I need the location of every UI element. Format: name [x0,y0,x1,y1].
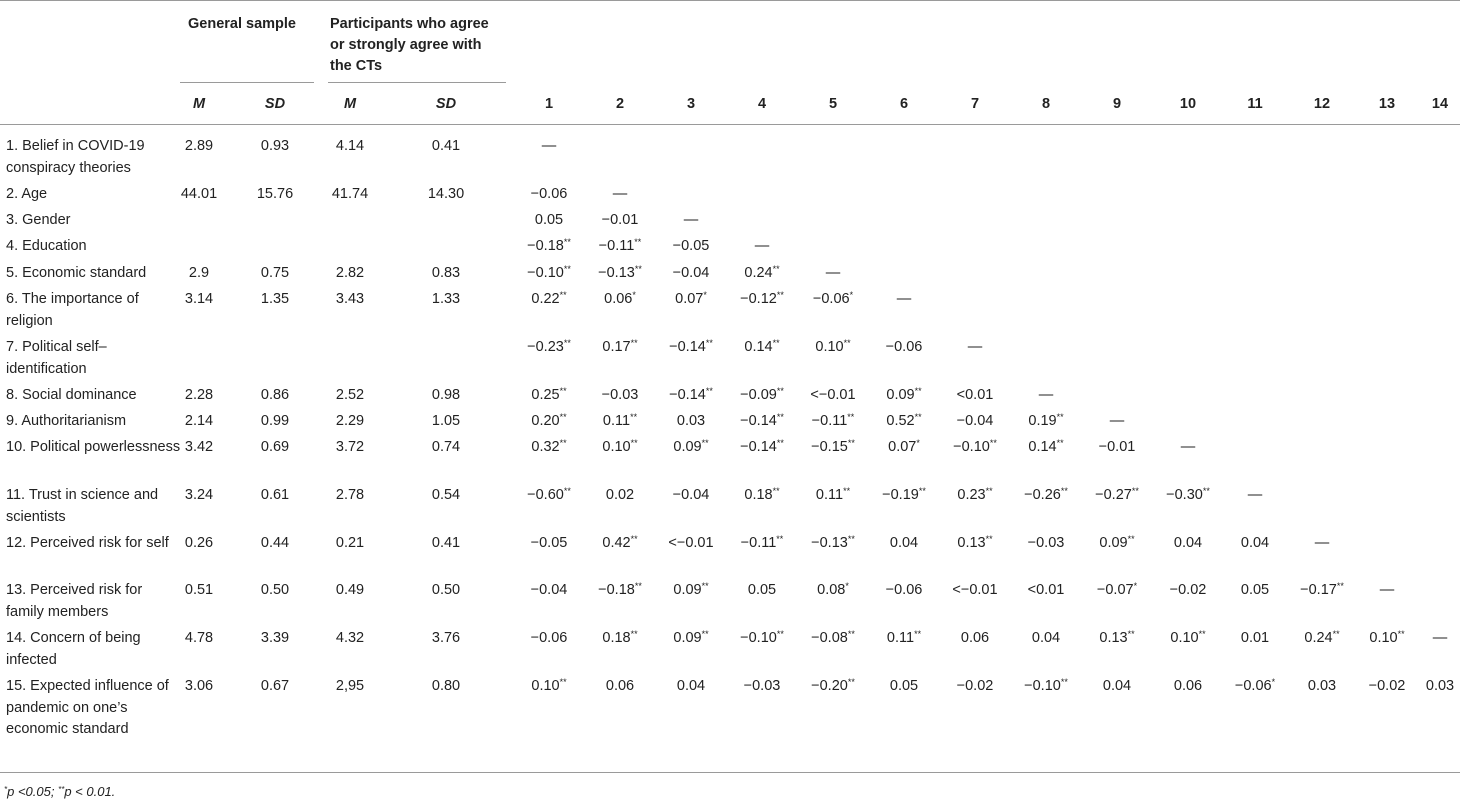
correlation-cell: −0.09** [740,386,784,403]
group-header-general-sample: General sample [188,16,296,32]
correlation-cell: −0.10** [527,264,571,281]
stat-cell-gm: 2.9 [188,265,210,281]
stat-cell-psd: 1.05 [431,413,461,429]
row-label: 15. Expected influence of pandemic on one’s economic standard [6,678,169,737]
correlation-cell: 0.04 [1240,535,1270,551]
column-header-sd-agreeing: SD [435,96,457,112]
correlation-cell: 0.23** [957,486,993,503]
stat-cell-pm: 4.32 [335,630,365,646]
stat-cell-pm: 2,95 [335,678,365,694]
row-label: 10. Political powerlessness [6,439,181,455]
correlation-cell: <0.01 [1027,582,1065,598]
stat-cell-pm: 0.49 [335,582,365,598]
row-label: 6. The importance of religion [6,291,139,329]
correlation-cell: 0.04 [1102,678,1132,694]
correlation-cell: −0.08** [811,629,855,646]
stat-cell-pm: 2.29 [335,413,365,429]
correlation-cell: 0.03 [1307,678,1337,694]
stat-cell-psd: 0.80 [431,678,461,694]
correlation-cell: 0.52** [886,412,922,429]
correlation-cell: 0.22** [531,290,567,307]
correlation-cell: 0.11** [602,412,638,429]
stat-cell-gm: 3.24 [184,487,214,503]
stat-cell-gsd: 0.86 [260,387,290,403]
stat-cell-psd: 1.33 [431,291,461,307]
correlation-cell: — [1109,413,1125,429]
correlation-cell: 0.06 [960,630,990,646]
header-bottom-rule [0,124,1460,125]
correlation-cell: 0.10** [815,338,851,355]
column-header-6: 6 [899,96,909,112]
correlation-cell: 0.11** [886,629,922,646]
correlation-cell: — [967,339,983,355]
correlation-cell: −0.03 [1027,535,1065,551]
correlation-cell: — [541,138,557,154]
correlation-cell: −0.01 [1098,439,1136,455]
stat-cell-gsd: 0.69 [260,439,290,455]
correlation-cell: 0.10** [531,677,567,694]
correlation-cell: −0.10** [740,629,784,646]
correlation-cell: −0.05 [530,535,568,551]
correlation-cell: −0.02 [956,678,994,694]
correlation-cell: — [1379,582,1395,598]
correlation-cell: −0.14** [740,438,784,455]
stat-cell-gsd: 3.39 [260,630,290,646]
correlation-cell: 0.05 [889,678,919,694]
correlation-cell: 0.06 [605,678,635,694]
group-underline-agreeing [328,82,506,83]
table-top-rule [0,0,1460,1]
stat-cell-pm: 0.21 [335,535,365,551]
row-label: 8. Social dominance [6,387,137,403]
row-label: 1. Belief in COVID-19 conspiracy theories [6,138,145,176]
stat-cell-gm: 3.42 [184,439,214,455]
correlation-cell: 0.03 [1425,678,1455,694]
correlation-cell: <−0.01 [810,387,856,403]
correlation-cell: 0.24** [744,264,780,281]
correlation-cell: −0.14** [669,338,713,355]
correlation-cell: −0.04 [956,413,994,429]
correlation-cell: −0.04 [672,265,710,281]
row-label: 13. Perceived risk for family members [6,582,143,620]
correlation-cell: — [683,212,699,228]
correlation-cell: −0.17** [1300,581,1344,598]
stat-cell-pm: 2.52 [335,387,365,403]
correlation-cell: −0.06 [885,339,923,355]
column-header-4: 4 [757,96,767,112]
correlation-cell: −0.03 [601,387,639,403]
correlation-cell: — [825,265,841,281]
correlation-cell: 0.06 [1173,678,1203,694]
stat-cell-gm: 4.78 [184,630,214,646]
stat-cell-gm: 2.14 [184,413,214,429]
correlation-cell: — [1314,535,1330,551]
stat-cell-pm: 4.14 [335,138,365,154]
correlation-cell: <0.01 [956,387,994,403]
stat-cell-pm: 2.78 [335,487,365,503]
row-label: 11. Trust in science and scientists [6,487,159,525]
stat-cell-pm: 41.74 [331,186,369,202]
correlation-cell: 0.10** [602,438,638,455]
stat-cell-gsd: 0.61 [260,487,290,503]
correlation-cell: 0.18** [602,629,638,646]
correlation-cell: 0.01 [1240,630,1270,646]
correlation-cell: −0.14** [669,386,713,403]
correlation-cell: −0.13** [811,534,855,551]
correlation-cell: 0.04 [1173,535,1203,551]
group-header-agreeing-participants: Participants who agree or strongly agree with the CTs [330,16,489,74]
stat-cell-gm: 2.28 [184,387,214,403]
correlation-cell: 0.24** [1304,629,1340,646]
correlation-cell: 0.20** [531,412,567,429]
correlation-cell: −0.60** [527,486,571,503]
correlation-cell: 0.08* [817,581,849,598]
stat-cell-pm: 3.72 [335,439,365,455]
stat-cell-gm: 2.89 [184,138,214,154]
correlation-cell: −0.06 [885,582,923,598]
stat-cell-psd: 0.74 [431,439,461,455]
correlation-cell: −0.07* [1096,581,1138,598]
correlation-cell: −0.02 [1368,678,1406,694]
correlation-cell: 0.05 [534,212,564,228]
correlation-cell: 0.04 [676,678,706,694]
correlation-cell: −0.12** [740,290,784,307]
row-label: 9. Authoritarianism [6,413,127,429]
correlation-cell: 0.02 [605,487,635,503]
stat-cell-psd: 0.41 [431,535,461,551]
row-label: 3. Gender [6,212,71,228]
significance-footnote: *p <0.05; **p < 0.01. [4,784,116,799]
stat-cell-gm: 0.26 [184,535,214,551]
correlation-cell: −0.13** [598,264,642,281]
stat-cell-gsd: 0.44 [260,535,290,551]
correlation-cell: 0.11** [815,486,851,503]
correlation-cell: — [1432,630,1448,646]
correlation-cell: −0.11** [811,412,855,429]
correlation-cell: — [1247,487,1263,503]
correlation-cell: <−0.01 [668,535,714,551]
column-header-2: 2 [615,96,625,112]
group-underline-general [180,82,314,83]
row-label: 2. Age [6,186,48,202]
column-header-sd-general: SD [264,96,286,112]
correlation-cell: −0.04 [530,582,568,598]
stat-cell-gsd: 0.75 [260,265,290,281]
correlation-cell: 0.09** [886,386,922,403]
correlation-cell: −0.11** [740,534,784,551]
stat-cell-psd: 3.76 [431,630,461,646]
stat-cell-gm: 0.51 [184,582,214,598]
stat-cell-psd: 14.30 [427,186,465,202]
correlation-cell: −0.19** [882,486,926,503]
correlation-cell: −0.05 [672,238,710,254]
stat-cell-gsd: 0.67 [260,678,290,694]
correlation-cell: −0.02 [1169,582,1207,598]
correlation-cell: −0.06 [530,630,568,646]
correlation-cell: 0.13** [1099,629,1135,646]
correlation-cell: 0.18** [744,486,780,503]
correlation-cell: −0.23** [527,338,571,355]
stat-cell-gm: 3.14 [184,291,214,307]
correlation-cell: −0.06 [530,186,568,202]
correlation-cell: 0.04 [889,535,919,551]
correlation-cell: −0.04 [672,487,710,503]
stat-cell-psd: 0.41 [431,138,461,154]
stat-cell-gsd: 0.99 [260,413,290,429]
correlation-cell: −0.27** [1095,486,1139,503]
column-header-10: 10 [1179,96,1197,112]
correlation-cell: 0.13** [957,534,993,551]
correlation-cell: −0.10** [1024,677,1068,694]
stat-cell-gm: 44.01 [180,186,218,202]
correlation-cell: — [754,238,770,254]
column-header-13: 13 [1378,96,1396,112]
correlation-cell: 0.25** [531,386,567,403]
row-label: 5. Economic standard [6,265,147,281]
correlation-cell: 0.10** [1170,629,1206,646]
correlation-cell: 0.04 [1031,630,1061,646]
correlation-cell: 0.17** [602,338,638,355]
correlation-cell: −0.14** [740,412,784,429]
column-header-m-agreeing: M [343,96,357,112]
correlation-cell: — [896,291,912,307]
stat-cell-psd: 0.83 [431,265,461,281]
correlation-cell: 0.03 [676,413,706,429]
stat-cell-gsd: 0.50 [260,582,290,598]
row-label: 12. Perceived risk for self [6,535,169,551]
stat-cell-gsd: 1.35 [260,291,290,307]
stat-cell-gm: 3.06 [184,678,214,694]
correlation-cell: <−0.01 [952,582,998,598]
correlation-cell: −0.30** [1166,486,1210,503]
correlation-cell: — [1038,387,1054,403]
correlation-cell: 0.05 [1240,582,1270,598]
correlation-cell: 0.32** [531,438,567,455]
correlation-cell: 0.09** [673,581,709,598]
correlation-cell: 0.09** [1099,534,1135,551]
stat-cell-gsd: 15.76 [256,186,294,202]
column-header-m-general: M [192,96,206,112]
stat-cell-psd: 0.98 [431,387,461,403]
stat-cell-pm: 2.82 [335,265,365,281]
column-header-14: 14 [1431,96,1449,112]
correlation-cell: −0.03 [743,678,781,694]
correlation-cell: 0.10** [1369,629,1405,646]
stat-cell-psd: 0.50 [431,582,461,598]
row-label: 7. Political self–identification [6,339,107,377]
correlation-cell: −0.26** [1024,486,1068,503]
column-header-1: 1 [544,96,554,112]
correlation-cell: 0.19** [1028,412,1064,429]
correlation-cell: 0.09** [673,629,709,646]
stat-cell-pm: 3.43 [335,291,365,307]
correlation-cell: 0.09** [673,438,709,455]
correlation-cell: 0.05 [747,582,777,598]
correlation-cell: −0.01 [601,212,639,228]
correlation-cell: 0.42** [602,534,638,551]
correlation-cell: −0.06* [1234,677,1276,694]
column-header-8: 8 [1041,96,1051,112]
correlation-cell: −0.20** [811,677,855,694]
correlation-cell: 0.07* [888,438,920,455]
column-header-3: 3 [686,96,696,112]
correlation-cell: −0.06* [812,290,854,307]
correlation-cell: −0.18** [527,237,571,254]
table-bottom-rule [0,772,1460,773]
stat-cell-gsd: 0.93 [260,138,290,154]
column-header-9: 9 [1112,96,1122,112]
correlation-cell: 0.06* [604,290,636,307]
row-label: 14. Concern of being infected [6,630,141,668]
correlation-cell: — [612,186,628,202]
correlation-cell: 0.07* [675,290,707,307]
correlation-cell: −0.11** [598,237,642,254]
column-header-12: 12 [1313,96,1331,112]
column-header-5: 5 [828,96,838,112]
correlation-cell: −0.10** [953,438,997,455]
correlation-cell: 0.14** [744,338,780,355]
column-header-7: 7 [970,96,980,112]
correlation-cell: — [1180,439,1196,455]
column-header-11: 11 [1247,96,1263,112]
stat-cell-psd: 0.54 [431,487,461,503]
correlation-cell: −0.18** [598,581,642,598]
correlation-cell: 0.14** [1028,438,1064,455]
correlation-cell: −0.15** [811,438,855,455]
row-label: 4. Education [6,238,87,254]
